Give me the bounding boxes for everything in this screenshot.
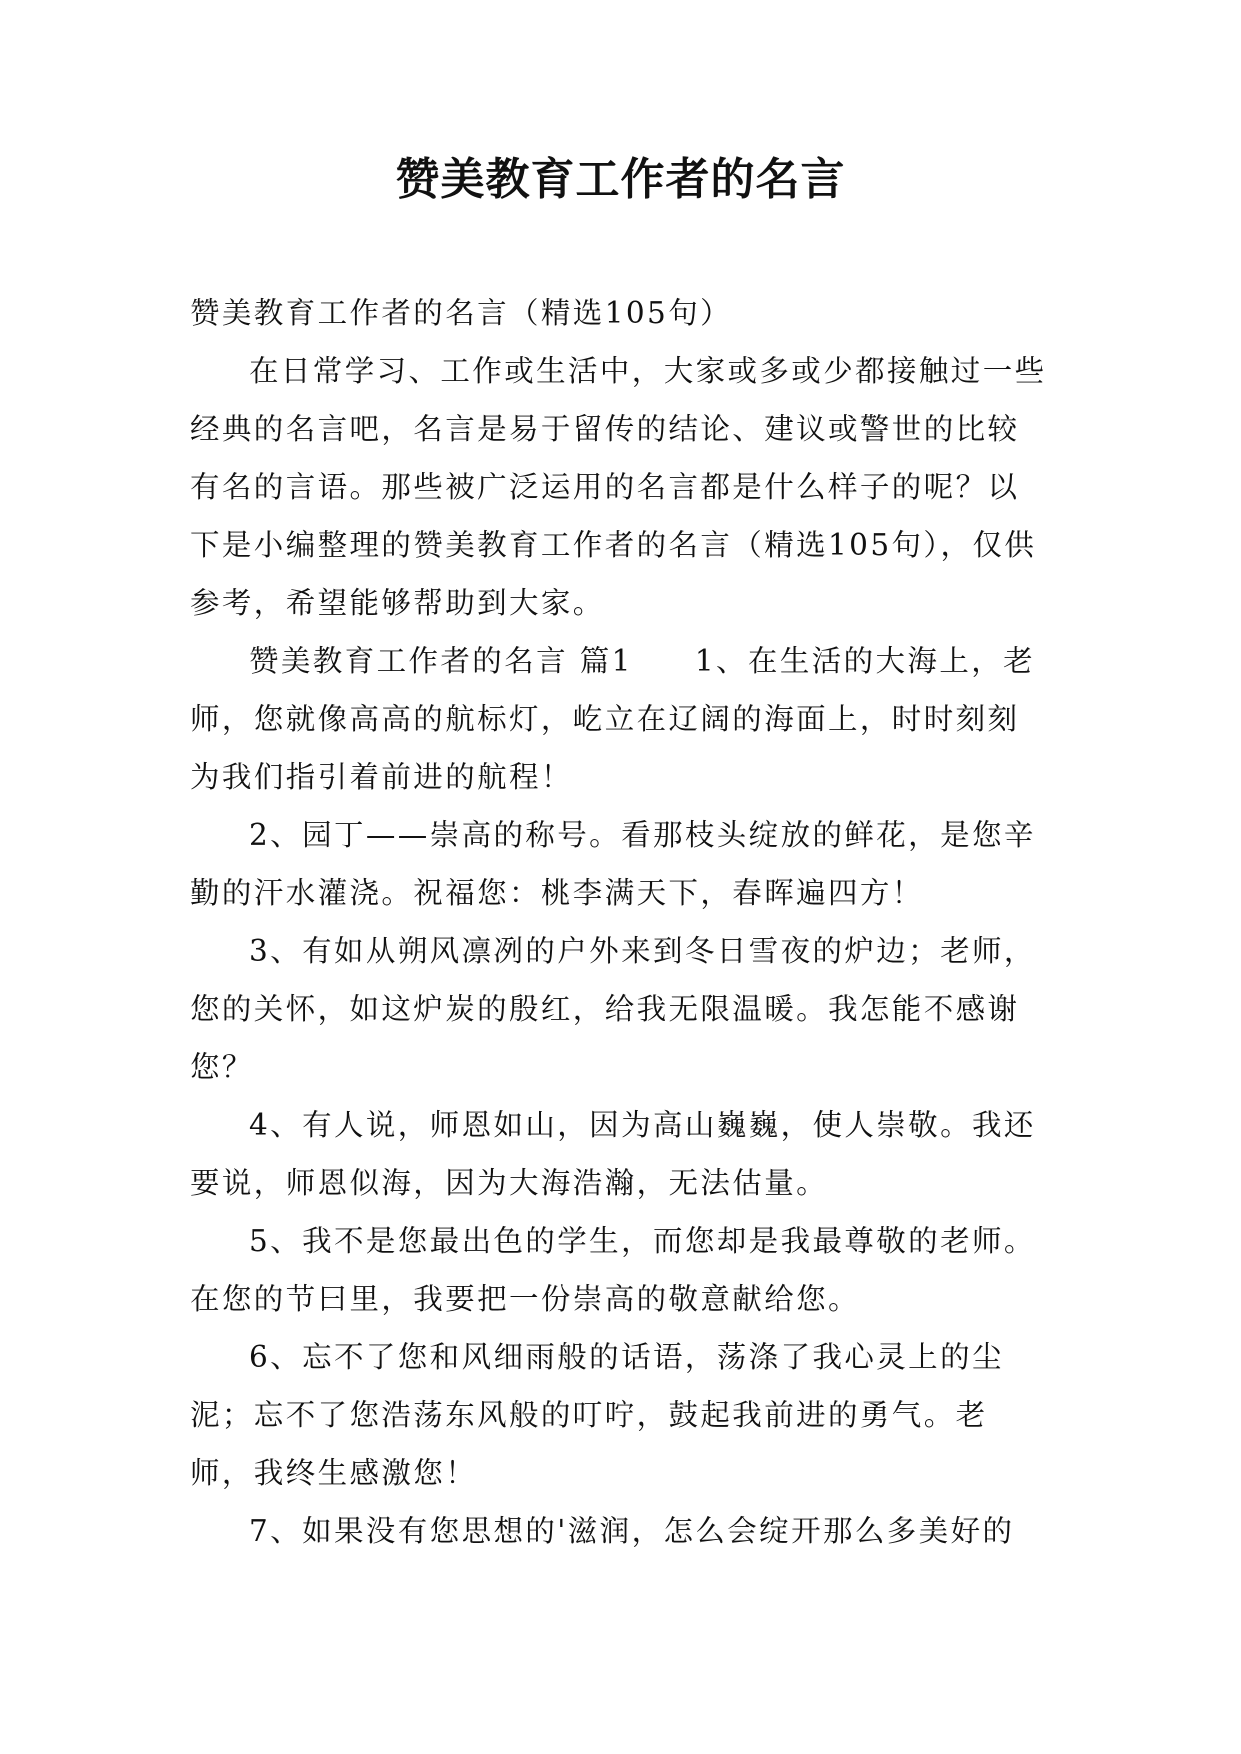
document-body [190,284,1050,1560]
document-subtitle: 赞美教育工作者的名言（精选105句） [190,296,733,330]
quote-4: 4、有人说，师恩如山，因为高山巍巍，使人崇敬。我还要说，师恩似海，因为大海浩瀚，无法估量。 [190,1108,1036,1200]
quote-7: 7、如果没有您思想的'滋润，怎么会绽开那么多美好的 [249,1514,1015,1548]
quote-6: 6、忘不了您和风细雨般的话语，荡涤了我心灵上的尘泥；忘不了您浩荡东风般的叮咛，鼓起我前进的勇气。老师，我终生感激您！ [190,1340,1004,1490]
quote-3: 3、有如从朔风凛冽的户外来到冬日雪夜的炉边；老师，您的关怀，如这炉炭的殷红，给我无限温暖。我怎能不感谢您？ [190,934,1036,1084]
quote-2: 2、园丁——崇高的称号。看那枝头绽放的鲜花，是您辛勤的汗水灌浇。祝福您：桃李满天下，春晖遍四方！ [190,818,1036,910]
quote-5: 5、我不是您最出色的学生，而您却是我最尊敬的老师。在您的节曰里，我要把一份崇高的敬意献给您。 [190,1224,1036,1316]
intro-paragraph: 在日常学习、工作或生活中，大家或多或少都接触过一些经典的名言吧，名言是易于留传的结论、建议或警世的比较有名的言语。那些被广泛运用的名言都是什么样子的呢？以下是小编整理的赞美教育工作者的名言（精选105句），仅供参考，希望能够帮助到大家。 [190,354,1047,620]
quote-1: 1、在生活的大海上，老师，您就像高高的航标灯，屹立在辽阔的海面上，时时刻刻为我们指引着前进的航程！ [190,644,1036,794]
document-title: 赞美教育工作者的名言 [395,154,846,205]
section-heading: 赞美教育工作者的名言 篇1 [249,644,633,678]
section-first-paragraph [190,632,1050,806]
